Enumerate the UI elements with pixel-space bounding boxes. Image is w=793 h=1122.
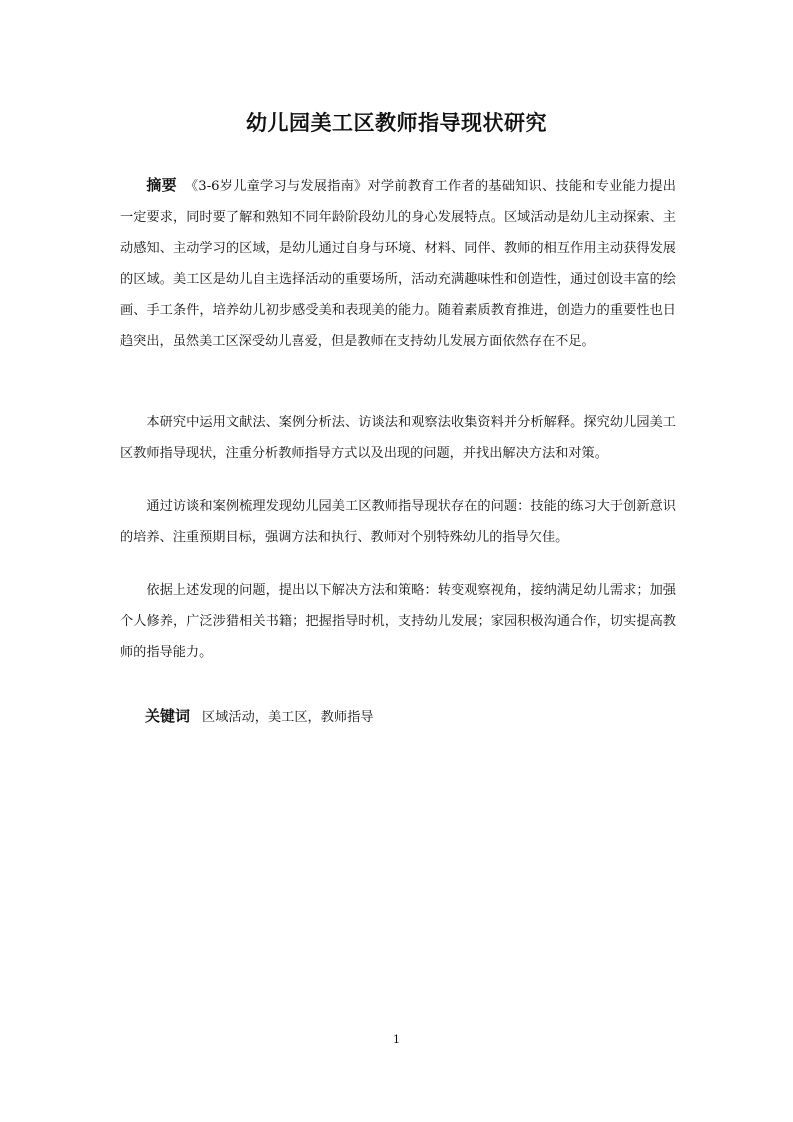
abstract-text-4: 依据上述发现的问题，提出以下解决方法和策略：转变观察视角，接纳满足幼儿需求；加强个人修养，广泛涉猎相关书籍；把握指导时机，支持幼儿发展；家园积极沟通合作，切实提高教师的指导能力。 — [120, 583, 676, 660]
page-title: 幼儿园美工区教师指导现状研究 — [246, 111, 547, 135]
abstract-text-3: 通过访谈和案例梳理发现幼儿园美工区教师指导现状存在的问题：技能的练习大于创新意识的培养、注重预期目标，强调方法和执行、教师对个别特殊幼儿的指导欠佳。 — [120, 499, 676, 545]
abstract-text-1: 《3-6岁儿童学习与发展指南》对学前教育工作者的基础知识、技能和专业能力提出一定要求，同时要了解和熟知不同年龄阶段幼儿的身心发展特点。区域活动是幼儿主动探索、主动感知、主动学习的区域，是幼儿通过自身与环境、材料、同伴、教师的相互作用主动获得发展的区域。美工区是幼儿自主选择活动的重要场所，活动充满趣味性和创造性，通过创设丰富的绘画、手工条件，培养幼儿初步感受美和表现美的能力。随着素质教育推进，创造力的重要性也日趋突出，虽然美工区深受幼儿喜爱，但是教师在支持幼儿发展方面依然存在不足。 — [120, 179, 676, 349]
keywords-label: 关键词 — [145, 707, 191, 725]
abstract-paragraph-1 — [120, 170, 676, 357]
abstract-text-2: 本研究中运用文献法、案例分析法、访谈法和观察法收集资料并分析解释。探究幼儿园美工区教师指导现状，注重分析教师指导方式以及出现的问题，并找出解决方法和对策。 — [120, 415, 676, 461]
abstract-paragraph-2 — [120, 407, 676, 469]
page-number: 1 — [393, 1033, 400, 1046]
keywords-text: 区域活动，美工区，教师指导 — [202, 710, 374, 725]
keywords-line — [145, 701, 685, 733]
abstract-label: 摘要 — [146, 176, 177, 194]
abstract-paragraph-3 — [120, 491, 676, 553]
abstract-paragraph-4 — [120, 575, 676, 668]
